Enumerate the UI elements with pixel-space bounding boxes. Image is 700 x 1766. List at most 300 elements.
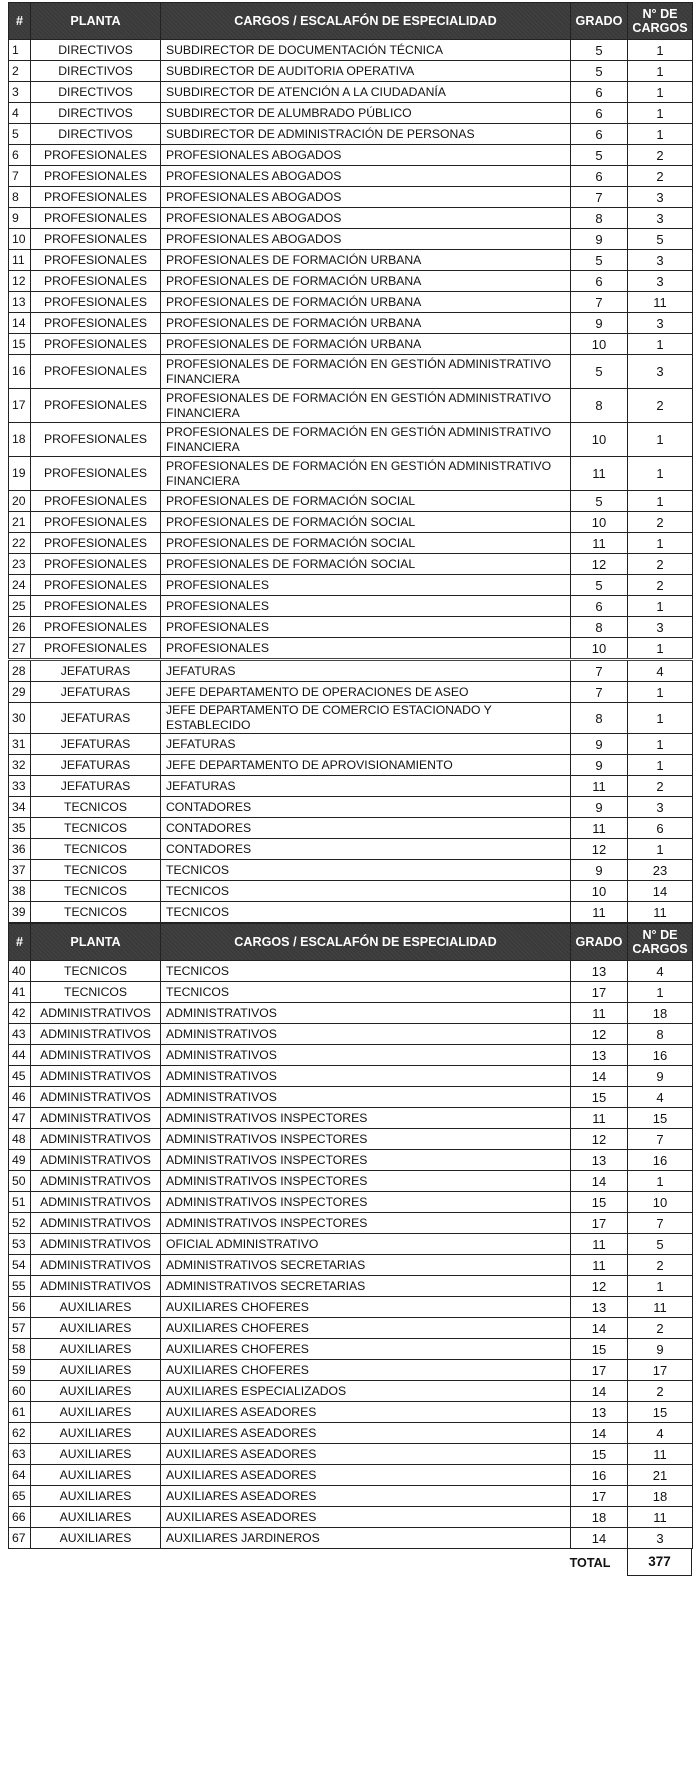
row-n-cargos: 3 xyxy=(628,617,693,638)
table-row xyxy=(9,1339,693,1360)
row-n-cargos: 2 xyxy=(628,575,693,596)
row-cargo: TECNICOS xyxy=(161,860,571,881)
row-grado: 6 xyxy=(571,166,628,187)
table-row xyxy=(9,1171,693,1192)
row-cargo: AUXILIARES CHOFERES xyxy=(161,1297,571,1318)
table-row xyxy=(9,797,693,818)
row-number: 33 xyxy=(9,776,31,797)
row-grado: 5 xyxy=(571,491,628,512)
row-number: 35 xyxy=(9,818,31,839)
row-number: 53 xyxy=(9,1234,31,1255)
row-n-cargos: 2 xyxy=(628,512,693,533)
row-cargo: SUBDIRECTOR DE AUDITORIA OPERATIVA xyxy=(161,61,571,82)
table-row xyxy=(9,1129,693,1150)
table-row xyxy=(9,82,693,103)
row-grado: 14 xyxy=(571,1171,628,1192)
table-row xyxy=(9,124,693,145)
table-row xyxy=(9,271,693,292)
row-number: 32 xyxy=(9,755,31,776)
row-planta: AUXILIARES xyxy=(31,1360,161,1381)
row-number: 14 xyxy=(9,313,31,334)
row-grado: 12 xyxy=(571,1276,628,1297)
row-planta: JEFATURAS xyxy=(31,734,161,755)
row-number: 51 xyxy=(9,1192,31,1213)
row-planta: PROFESIONALES xyxy=(31,617,161,638)
row-number: 39 xyxy=(9,902,31,923)
row-grado: 12 xyxy=(571,1024,628,1045)
row-number: 62 xyxy=(9,1423,31,1444)
row-cargo: PROFESIONALES DE FORMACIÓN URBANA xyxy=(161,313,571,334)
row-n-cargos: 1 xyxy=(628,1276,693,1297)
row-planta: AUXILIARES xyxy=(31,1507,161,1528)
table-row xyxy=(9,818,693,839)
row-number: 65 xyxy=(9,1486,31,1507)
row-number: 24 xyxy=(9,575,31,596)
row-number: 49 xyxy=(9,1150,31,1171)
row-n-cargos: 3 xyxy=(628,797,693,818)
table-row xyxy=(9,1444,693,1465)
row-cargo: CONTADORES xyxy=(161,797,571,818)
row-n-cargos: 1 xyxy=(628,491,693,512)
row-n-cargos: 7 xyxy=(628,1213,693,1234)
row-grado: 14 xyxy=(571,1066,628,1087)
table-row xyxy=(9,1045,693,1066)
row-planta: ADMINISTRATIVOS xyxy=(31,1024,161,1045)
row-n-cargos: 11 xyxy=(628,292,693,313)
row-number: 43 xyxy=(9,1024,31,1045)
table-row xyxy=(9,145,693,166)
row-n-cargos: 2 xyxy=(628,145,693,166)
row-grado: 17 xyxy=(571,1486,628,1507)
row-number: 10 xyxy=(9,229,31,250)
row-number: 56 xyxy=(9,1297,31,1318)
header-grado: GRADO xyxy=(571,3,628,40)
row-number: 17 xyxy=(9,389,31,423)
row-number: 4 xyxy=(9,103,31,124)
row-grado: 13 xyxy=(571,1045,628,1066)
row-n-cargos: 2 xyxy=(628,1255,693,1276)
table-row xyxy=(9,40,693,61)
row-planta: JEFATURAS xyxy=(31,776,161,797)
row-n-cargos: 1 xyxy=(628,82,693,103)
row-number: 23 xyxy=(9,554,31,575)
row-n-cargos: 1 xyxy=(628,533,693,554)
row-number: 20 xyxy=(9,491,31,512)
total-label: TOTAL xyxy=(569,1556,611,1570)
row-grado: 16 xyxy=(571,1465,628,1486)
table-row xyxy=(9,617,693,638)
row-number: 58 xyxy=(9,1339,31,1360)
table-row xyxy=(9,839,693,860)
row-cargo: OFICIAL ADMINISTRATIVO xyxy=(161,1234,571,1255)
row-cargo: ADMINISTRATIVOS xyxy=(161,1087,571,1108)
cargos-document xyxy=(8,2,692,1577)
row-n-cargos: 4 xyxy=(628,1423,693,1444)
row-n-cargos: 4 xyxy=(628,1087,693,1108)
row-cargo: ADMINISTRATIVOS INSPECTORES xyxy=(161,1192,571,1213)
row-number: 46 xyxy=(9,1087,31,1108)
row-planta: TECNICOS xyxy=(31,860,161,881)
table-row xyxy=(9,1003,693,1024)
table-row xyxy=(9,902,693,923)
table-row xyxy=(9,334,693,355)
row-n-cargos: 5 xyxy=(628,229,693,250)
row-n-cargos: 2 xyxy=(628,389,693,423)
row-number: 12 xyxy=(9,271,31,292)
row-planta: PROFESIONALES xyxy=(31,187,161,208)
table-row xyxy=(9,187,693,208)
row-number: 42 xyxy=(9,1003,31,1024)
row-cargo: ADMINISTRATIVOS INSPECTORES xyxy=(161,1171,571,1192)
table-row xyxy=(9,734,693,755)
row-n-cargos: 3 xyxy=(628,355,693,389)
row-grado: 13 xyxy=(571,1402,628,1423)
row-number: 41 xyxy=(9,982,31,1003)
header-cargos: CARGOS / ESCALAFÓN DE ESPECIALIDAD xyxy=(161,924,571,961)
row-grado: 17 xyxy=(571,1360,628,1381)
row-n-cargos: 4 xyxy=(628,660,693,682)
row-grado: 5 xyxy=(571,355,628,389)
row-number: 27 xyxy=(9,638,31,660)
header-cargos: CARGOS / ESCALAFÓN DE ESPECIALIDAD xyxy=(161,3,571,40)
row-planta: PROFESIONALES xyxy=(31,145,161,166)
row-grado: 5 xyxy=(571,40,628,61)
row-cargo: PROFESIONALES xyxy=(161,575,571,596)
row-grado: 15 xyxy=(571,1444,628,1465)
row-number: 55 xyxy=(9,1276,31,1297)
row-number: 30 xyxy=(9,703,31,734)
row-n-cargos: 2 xyxy=(628,1381,693,1402)
table-row xyxy=(9,1150,693,1171)
row-grado: 8 xyxy=(571,208,628,229)
row-n-cargos: 9 xyxy=(628,1066,693,1087)
row-cargo: JEFATURAS xyxy=(161,734,571,755)
row-n-cargos: 3 xyxy=(628,313,693,334)
row-grado: 7 xyxy=(571,292,628,313)
row-number: 52 xyxy=(9,1213,31,1234)
table-row xyxy=(9,229,693,250)
row-cargo: AUXILIARES ASEADORES xyxy=(161,1486,571,1507)
row-n-cargos: 15 xyxy=(628,1108,693,1129)
row-cargo: AUXILIARES ASEADORES xyxy=(161,1465,571,1486)
row-n-cargos: 3 xyxy=(628,1528,693,1549)
row-number: 54 xyxy=(9,1255,31,1276)
row-planta: JEFATURAS xyxy=(31,703,161,734)
row-n-cargos: 1 xyxy=(628,61,693,82)
row-grado: 17 xyxy=(571,982,628,1003)
table-row xyxy=(9,1276,693,1297)
row-planta: PROFESIONALES xyxy=(31,596,161,617)
row-n-cargos: 2 xyxy=(628,166,693,187)
row-grado: 14 xyxy=(571,1318,628,1339)
row-cargo: AUXILIARES ASEADORES xyxy=(161,1423,571,1444)
row-cargo: ADMINISTRATIVOS xyxy=(161,1045,571,1066)
row-number: 37 xyxy=(9,860,31,881)
row-cargo: TECNICOS xyxy=(161,982,571,1003)
row-cargo: PROFESIONALES DE FORMACIÓN EN GESTIÓN ADMINISTRATIVO FINANCIERA xyxy=(161,423,571,457)
table-row xyxy=(9,1486,693,1507)
row-cargo: CONTADORES xyxy=(161,818,571,839)
row-n-cargos: 1 xyxy=(628,682,693,703)
row-grado: 15 xyxy=(571,1339,628,1360)
row-planta: DIRECTIVOS xyxy=(31,40,161,61)
row-cargo: PROFESIONALES xyxy=(161,638,571,660)
table-row xyxy=(9,1108,693,1129)
row-number: 19 xyxy=(9,457,31,491)
row-grado: 18 xyxy=(571,1507,628,1528)
row-planta: PROFESIONALES xyxy=(31,491,161,512)
row-cargo: PROFESIONALES DE FORMACIÓN SOCIAL xyxy=(161,554,571,575)
row-grado: 15 xyxy=(571,1192,628,1213)
table-row xyxy=(9,491,693,512)
row-n-cargos: 1 xyxy=(628,40,693,61)
table-row xyxy=(9,703,693,734)
row-grado: 11 xyxy=(571,1108,628,1129)
row-grado: 10 xyxy=(571,512,628,533)
row-grado: 9 xyxy=(571,860,628,881)
row-planta: PROFESIONALES xyxy=(31,313,161,334)
row-number: 60 xyxy=(9,1381,31,1402)
row-cargo: JEFATURAS xyxy=(161,776,571,797)
row-cargo: PROFESIONALES DE FORMACIÓN URBANA xyxy=(161,271,571,292)
row-planta: JEFATURAS xyxy=(31,660,161,682)
row-planta: PROFESIONALES xyxy=(31,166,161,187)
table-row xyxy=(9,103,693,124)
row-number: 3 xyxy=(9,82,31,103)
total-value: 377 xyxy=(627,1549,692,1576)
row-planta: PROFESIONALES xyxy=(31,292,161,313)
row-number: 45 xyxy=(9,1066,31,1087)
row-number: 8 xyxy=(9,187,31,208)
row-planta: ADMINISTRATIVOS xyxy=(31,1129,161,1150)
row-planta: AUXILIARES xyxy=(31,1297,161,1318)
table-row xyxy=(9,1507,693,1528)
table-row xyxy=(9,1087,693,1108)
row-grado: 15 xyxy=(571,1087,628,1108)
row-n-cargos: 16 xyxy=(628,1150,693,1171)
row-n-cargos: 1 xyxy=(628,734,693,755)
row-grado: 10 xyxy=(571,638,628,660)
row-number: 63 xyxy=(9,1444,31,1465)
row-n-cargos: 18 xyxy=(628,1003,693,1024)
row-planta: PROFESIONALES xyxy=(31,271,161,292)
table-row xyxy=(9,982,693,1003)
row-grado: 14 xyxy=(571,1528,628,1549)
row-planta: JEFATURAS xyxy=(31,682,161,703)
row-grado: 12 xyxy=(571,554,628,575)
row-n-cargos: 1 xyxy=(628,103,693,124)
row-planta: ADMINISTRATIVOS xyxy=(31,1213,161,1234)
row-n-cargos: 1 xyxy=(628,839,693,860)
row-cargo: ADMINISTRATIVOS xyxy=(161,1024,571,1045)
table-row xyxy=(9,1360,693,1381)
row-cargo: PROFESIONALES DE FORMACIÓN EN GESTIÓN ADMINISTRATIVO FINANCIERA xyxy=(161,389,571,423)
row-grado: 12 xyxy=(571,839,628,860)
row-cargo: PROFESIONALES xyxy=(161,596,571,617)
row-number: 6 xyxy=(9,145,31,166)
row-n-cargos: 2 xyxy=(628,776,693,797)
row-planta: PROFESIONALES xyxy=(31,208,161,229)
row-planta: TECNICOS xyxy=(31,961,161,982)
row-grado: 9 xyxy=(571,734,628,755)
row-planta: PROFESIONALES xyxy=(31,250,161,271)
row-planta: PROFESIONALES xyxy=(31,512,161,533)
row-grado: 8 xyxy=(571,617,628,638)
row-planta: ADMINISTRATIVOS xyxy=(31,1171,161,1192)
row-n-cargos: 3 xyxy=(628,208,693,229)
header-num: # xyxy=(9,3,31,40)
row-planta: DIRECTIVOS xyxy=(31,82,161,103)
row-grado: 13 xyxy=(571,1150,628,1171)
row-planta: PROFESIONALES xyxy=(31,533,161,554)
row-planta: ADMINISTRATIVOS xyxy=(31,1255,161,1276)
row-number: 16 xyxy=(9,355,31,389)
row-planta: PROFESIONALES xyxy=(31,389,161,423)
row-planta: TECNICOS xyxy=(31,881,161,902)
row-n-cargos: 2 xyxy=(628,1318,693,1339)
table-row xyxy=(9,682,693,703)
row-number: 22 xyxy=(9,533,31,554)
row-grado: 7 xyxy=(571,187,628,208)
row-grado: 11 xyxy=(571,1003,628,1024)
row-n-cargos: 1 xyxy=(628,982,693,1003)
row-planta: PROFESIONALES xyxy=(31,554,161,575)
row-number: 28 xyxy=(9,660,31,682)
row-number: 61 xyxy=(9,1402,31,1423)
row-number: 34 xyxy=(9,797,31,818)
row-grado: 5 xyxy=(571,145,628,166)
table-body-1 xyxy=(9,40,693,923)
row-cargo: AUXILIARES CHOFERES xyxy=(161,1318,571,1339)
row-grado: 14 xyxy=(571,1423,628,1444)
row-number: 44 xyxy=(9,1045,31,1066)
row-cargo: ADMINISTRATIVOS INSPECTORES xyxy=(161,1213,571,1234)
header-planta: PLANTA xyxy=(31,924,161,961)
row-number: 25 xyxy=(9,596,31,617)
row-cargo: AUXILIARES CHOFERES xyxy=(161,1339,571,1360)
row-planta: AUXILIARES xyxy=(31,1381,161,1402)
row-grado: 7 xyxy=(571,660,628,682)
table-row xyxy=(9,1234,693,1255)
row-grado: 11 xyxy=(571,776,628,797)
row-number: 18 xyxy=(9,423,31,457)
row-grado: 11 xyxy=(571,1255,628,1276)
row-grado: 7 xyxy=(571,682,628,703)
header-grado: GRADO xyxy=(571,924,628,961)
row-grado: 5 xyxy=(571,575,628,596)
row-planta: TECNICOS xyxy=(31,902,161,923)
row-grado: 9 xyxy=(571,797,628,818)
row-n-cargos: 4 xyxy=(628,961,693,982)
row-cargo: ADMINISTRATIVOS xyxy=(161,1003,571,1024)
row-planta: DIRECTIVOS xyxy=(31,124,161,145)
table-row xyxy=(9,208,693,229)
row-number: 40 xyxy=(9,961,31,982)
row-planta: ADMINISTRATIVOS xyxy=(31,1045,161,1066)
row-n-cargos: 1 xyxy=(628,638,693,660)
row-cargo: PROFESIONALES DE FORMACIÓN URBANA xyxy=(161,250,571,271)
row-n-cargos: 18 xyxy=(628,1486,693,1507)
row-grado: 5 xyxy=(571,61,628,82)
row-n-cargos: 1 xyxy=(628,596,693,617)
row-grado: 11 xyxy=(571,818,628,839)
row-grado: 6 xyxy=(571,124,628,145)
row-number: 21 xyxy=(9,512,31,533)
row-planta: PROFESIONALES xyxy=(31,575,161,596)
row-cargo: PROFESIONALES ABOGADOS xyxy=(161,166,571,187)
table-row xyxy=(9,575,693,596)
row-cargo: SUBDIRECTOR DE ADMINISTRACIÓN DE PERSONAS xyxy=(161,124,571,145)
row-grado: 9 xyxy=(571,313,628,334)
table-row xyxy=(9,1318,693,1339)
row-planta: ADMINISTRATIVOS xyxy=(31,1066,161,1087)
row-number: 50 xyxy=(9,1171,31,1192)
row-number: 2 xyxy=(9,61,31,82)
row-number: 11 xyxy=(9,250,31,271)
row-planta: PROFESIONALES xyxy=(31,423,161,457)
row-n-cargos: 1 xyxy=(628,703,693,734)
row-cargo: PROFESIONALES xyxy=(161,617,571,638)
row-n-cargos: 14 xyxy=(628,881,693,902)
table-row xyxy=(9,881,693,902)
row-planta: ADMINISTRATIVOS xyxy=(31,1192,161,1213)
row-number: 13 xyxy=(9,292,31,313)
row-cargo: AUXILIARES JARDINEROS xyxy=(161,1528,571,1549)
header-planta: PLANTA xyxy=(31,3,161,40)
row-n-cargos: 9 xyxy=(628,1339,693,1360)
row-cargo: AUXILIARES ASEADORES xyxy=(161,1402,571,1423)
row-number: 31 xyxy=(9,734,31,755)
row-number: 38 xyxy=(9,881,31,902)
row-grado: 6 xyxy=(571,103,628,124)
table-row xyxy=(9,355,693,389)
row-number: 36 xyxy=(9,839,31,860)
row-n-cargos: 3 xyxy=(628,271,693,292)
table-row xyxy=(9,860,693,881)
table-row xyxy=(9,1297,693,1318)
table-row xyxy=(9,1381,693,1402)
row-grado: 6 xyxy=(571,596,628,617)
row-cargo: ADMINISTRATIVOS xyxy=(161,1066,571,1087)
table-row xyxy=(9,1465,693,1486)
row-cargo: AUXILIARES ESPECIALIZADOS xyxy=(161,1381,571,1402)
table-row xyxy=(9,1402,693,1423)
table-header xyxy=(9,3,693,40)
row-grado: 11 xyxy=(571,1234,628,1255)
row-cargo: PROFESIONALES DE FORMACIÓN SOCIAL xyxy=(161,491,571,512)
header-num: # xyxy=(9,924,31,961)
row-cargo: AUXILIARES ASEADORES xyxy=(161,1507,571,1528)
row-planta: AUXILIARES xyxy=(31,1402,161,1423)
table-row xyxy=(9,1024,693,1045)
row-cargo: JEFE DEPARTAMENTO DE OPERACIONES DE ASEO xyxy=(161,682,571,703)
row-planta: AUXILIARES xyxy=(31,1339,161,1360)
table-row xyxy=(9,1423,693,1444)
row-planta: PROFESIONALES xyxy=(31,638,161,660)
header-n-cargos: N° DE CARGOS xyxy=(628,924,693,961)
row-n-cargos: 5 xyxy=(628,1234,693,1255)
table-row xyxy=(9,638,693,660)
row-grado: 10 xyxy=(571,881,628,902)
row-n-cargos: 1 xyxy=(628,124,693,145)
row-n-cargos: 11 xyxy=(628,1297,693,1318)
table-row xyxy=(9,512,693,533)
row-cargo: TECNICOS xyxy=(161,961,571,982)
row-grado: 13 xyxy=(571,1297,628,1318)
row-n-cargos: 11 xyxy=(628,902,693,923)
row-cargo: PROFESIONALES DE FORMACIÓN SOCIAL xyxy=(161,533,571,554)
row-grado: 13 xyxy=(571,961,628,982)
